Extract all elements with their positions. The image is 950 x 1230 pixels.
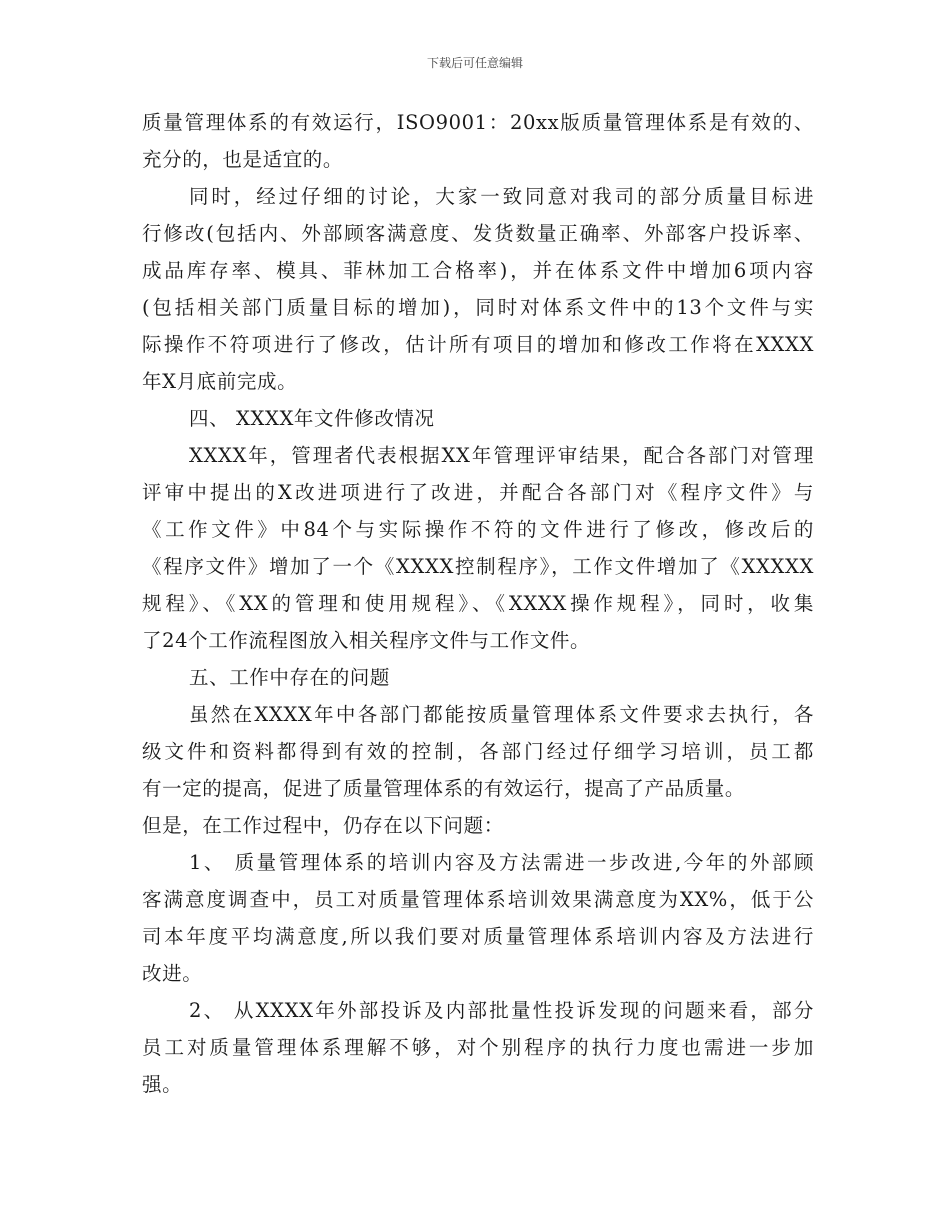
list-item: 2、 从XXXX年外部投诉及内部批量性投诉发现的问题来看，部分	[189, 999, 814, 1022]
text-line: 了24个工作流程图放入相关程序文件与工作文件。	[142, 629, 591, 652]
text-line: 评审中提出的X改进项进行了改进，并配合各部门对《程序文件》与	[142, 481, 814, 504]
text-line: 客满意度调查中，员工对质量管理体系培训效果满意度为XX%，低于公	[142, 888, 814, 911]
text-line: 强。	[142, 1073, 183, 1096]
text-line: 年X月底前完成。	[142, 370, 298, 393]
page-header: 下载后可任意编辑	[426, 56, 523, 70]
text-line: 但是，在工作过程中，仍存在以下问题：	[142, 814, 504, 837]
text-line: 司本年度平均满意度,所以我们要对质量管理体系培训内容及方法进行	[142, 925, 814, 948]
document-body	[142, 104, 814, 1103]
text-line: 质量管理体系的有效运行，ISO9001：20xx版质量管理体系是有效的、	[142, 111, 814, 134]
text-line: 充分的，也是适宜的。	[142, 148, 344, 171]
text-line: 虽然在XXXX年中各部门都能按质量管理体系文件要求去执行，各	[189, 703, 814, 726]
section-heading: 四、 XXXX年文件修改情况	[189, 407, 435, 430]
text-line: 成品库存率、模具、菲林加工合格率)，并在体系文件中增加6项内容	[142, 259, 814, 282]
text-line: 《工作文件》中84个与实际操作不符的文件进行了修改，修改后的	[142, 518, 814, 541]
text-line: 规程》、《XX的管理和使用规程》、《XXXX操作规程》，同时，收集	[142, 592, 814, 615]
text-line: 同时，经过仔细的讨论，大家一致同意对我司的部分质量目标进	[189, 185, 814, 208]
text-line: (包括相关部门质量目标的增加)，同时对体系文件中的13个文件与实	[142, 296, 814, 319]
list-item: 1、 质量管理体系的培训内容及方法需进一步改进,今年的外部顾	[189, 851, 814, 874]
text-line: 际操作不符项进行了修改，估计所有项目的增加和修改工作将在XXXX	[142, 333, 814, 356]
text-line: XXXX年，管理者代表根据XX年管理评审结果，配合各部门对管理	[189, 444, 814, 467]
section-heading: 五、工作中存在的问题	[189, 666, 391, 689]
text-line: 级文件和资料都得到有效的控制，各部门经过仔细学习培训，员工都	[142, 740, 814, 763]
text-line: 改进。	[142, 962, 203, 985]
text-line: 有一定的提高，促进了质量管理体系的有效运行，提高了产品质量。	[142, 777, 746, 800]
text-line: 员工对质量管理体系理解不够，对个别程序的执行力度也需进一步加	[142, 1036, 814, 1059]
text-line: 行修改(包括内、外部顾客满意度、发货数量正确率、外部客户投诉率、	[142, 222, 814, 245]
text-line: 《程序文件》增加了一个《XXXX控制程序》，工作文件增加了《XXXXX	[142, 555, 814, 578]
